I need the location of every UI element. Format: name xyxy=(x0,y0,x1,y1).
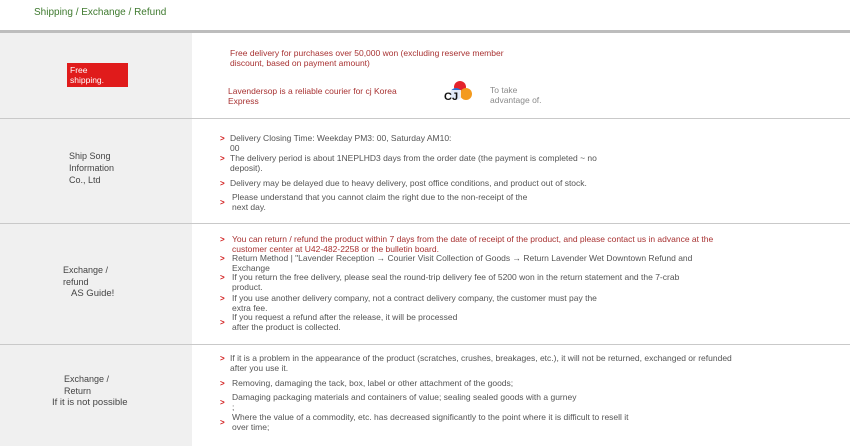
item-line: Where the value of a commodity, etc. has decreased significantly to the point where it is difficult to resell it xyxy=(232,412,629,422)
item-line: product. xyxy=(232,282,263,292)
exchange-label xyxy=(63,264,114,300)
logo-caption-line: To take xyxy=(490,85,518,95)
label-line: Exchange / xyxy=(63,265,109,275)
list-item xyxy=(220,293,662,313)
list-item xyxy=(220,272,752,292)
item-line: 00 xyxy=(230,143,240,153)
label-line: AS Guide! xyxy=(71,288,115,299)
not-possible-label xyxy=(52,373,128,409)
list-item xyxy=(220,412,692,432)
bullet-arrow-icon: > xyxy=(220,273,225,282)
badge-line: shipping. xyxy=(70,75,105,85)
free-shipping-badge xyxy=(67,63,128,87)
item-line: next day. xyxy=(232,202,266,212)
label-line: Co., Ltd xyxy=(69,175,101,185)
list-item xyxy=(220,178,650,188)
item-line: If you return the free delivery, please seal the round-trip delivery fee of 5200 won in the return statement and the 7-crab xyxy=(232,272,680,282)
list-item xyxy=(220,153,650,173)
list-item xyxy=(220,392,652,412)
bullet-arrow-icon: > xyxy=(220,235,225,244)
bullet-arrow-icon: > xyxy=(220,294,225,303)
item-line: If it is a problem in the appearance of the product (scratches, crushes, breakages, etc.), it will not be returned, exchanged or refunded xyxy=(230,353,732,363)
courier-text xyxy=(228,86,428,106)
ship-info-label xyxy=(69,150,114,186)
courier-line: Express xyxy=(228,96,259,106)
item-line: Delivery Closing Time: Weekday PM3: 00, Saturday AM10: xyxy=(230,133,452,143)
bullet-arrow-icon: > xyxy=(220,318,225,327)
item-line: ; xyxy=(232,402,235,412)
item-line: You can return / refund the product within 7 days from the date of receipt of the product, and please contact us in advance at the xyxy=(232,234,714,244)
bullet-arrow-icon: > xyxy=(220,398,225,407)
free-delivery-line: Free delivery for purchases over 50,000 won (excluding reserve member xyxy=(230,48,504,58)
item-line: Return Method | "Lavender Reception → Courier Visit Collection of Goods → Return Lavender Wet Downtown Refund and xyxy=(232,253,693,263)
courier-line: Lavendersop is a reliable courier for cj Korea xyxy=(228,86,397,96)
item-line: If you request a refund after the release, it will be processed xyxy=(232,312,458,322)
label-line: Return xyxy=(64,386,92,396)
item-line: Delivery may be delayed due to heavy delivery, post office conditions, and product out of stock. xyxy=(230,178,587,188)
item-line: customer center at U42-482-2258 or the bulletin board. xyxy=(232,244,439,254)
label-line: If it is not possible xyxy=(52,397,128,408)
item-line: Removing, damaging the tack, box, label or other attachment of the goods; xyxy=(232,378,514,388)
bullet-arrow-icon: > xyxy=(220,134,225,143)
logo-caption-line: advantage of. xyxy=(490,95,542,105)
item-line: after the product is collected. xyxy=(232,322,341,332)
list-item xyxy=(220,133,530,153)
item-line: If you use another delivery company, not a contract delivery company, the customer must pay the xyxy=(232,293,597,303)
free-delivery-text xyxy=(230,48,550,68)
item-line: Exchange xyxy=(232,263,270,273)
item-line: over time; xyxy=(232,422,270,432)
label-line: Information xyxy=(69,163,115,173)
bullet-arrow-icon: > xyxy=(220,198,225,207)
list-item xyxy=(220,378,652,388)
bullet-arrow-icon: > xyxy=(220,379,225,388)
item-line: extra fee. xyxy=(232,303,268,313)
list-item xyxy=(220,353,810,373)
item-line: Damaging packaging materials and containers of value; sealing sealed goods with a gurney xyxy=(232,392,577,402)
badge-line: Free xyxy=(70,65,88,75)
label-line: refund xyxy=(63,277,89,287)
item-line: The delivery period is about 1NEPLHD3 days from the order date (the payment is completed ~ no xyxy=(230,153,597,163)
bullet-arrow-icon: > xyxy=(220,179,225,188)
label-line: Exchange / xyxy=(64,374,110,384)
logo-caption xyxy=(490,85,542,105)
breadcrumb: Shipping / Exchange / Refund xyxy=(34,7,167,18)
logo-text: CJ xyxy=(444,91,459,103)
free-delivery-line: discount, based on payment amount) xyxy=(230,58,370,68)
list-item xyxy=(220,312,532,332)
list-item xyxy=(220,192,572,212)
item-line: deposit). xyxy=(230,163,263,173)
bullet-arrow-icon: > xyxy=(220,354,225,363)
label-line: Ship Song xyxy=(69,151,111,161)
cj-logo-icon xyxy=(443,78,487,108)
bullet-arrow-icon: > xyxy=(220,154,225,163)
item-line: after you use it. xyxy=(230,363,289,373)
bullet-arrow-icon: > xyxy=(220,418,225,427)
bullet-arrow-icon: > xyxy=(220,254,225,263)
list-item xyxy=(220,234,792,254)
item-line: Please understand that you cannot claim the right due to the non-receipt of the xyxy=(232,192,528,202)
list-item xyxy=(220,253,752,273)
